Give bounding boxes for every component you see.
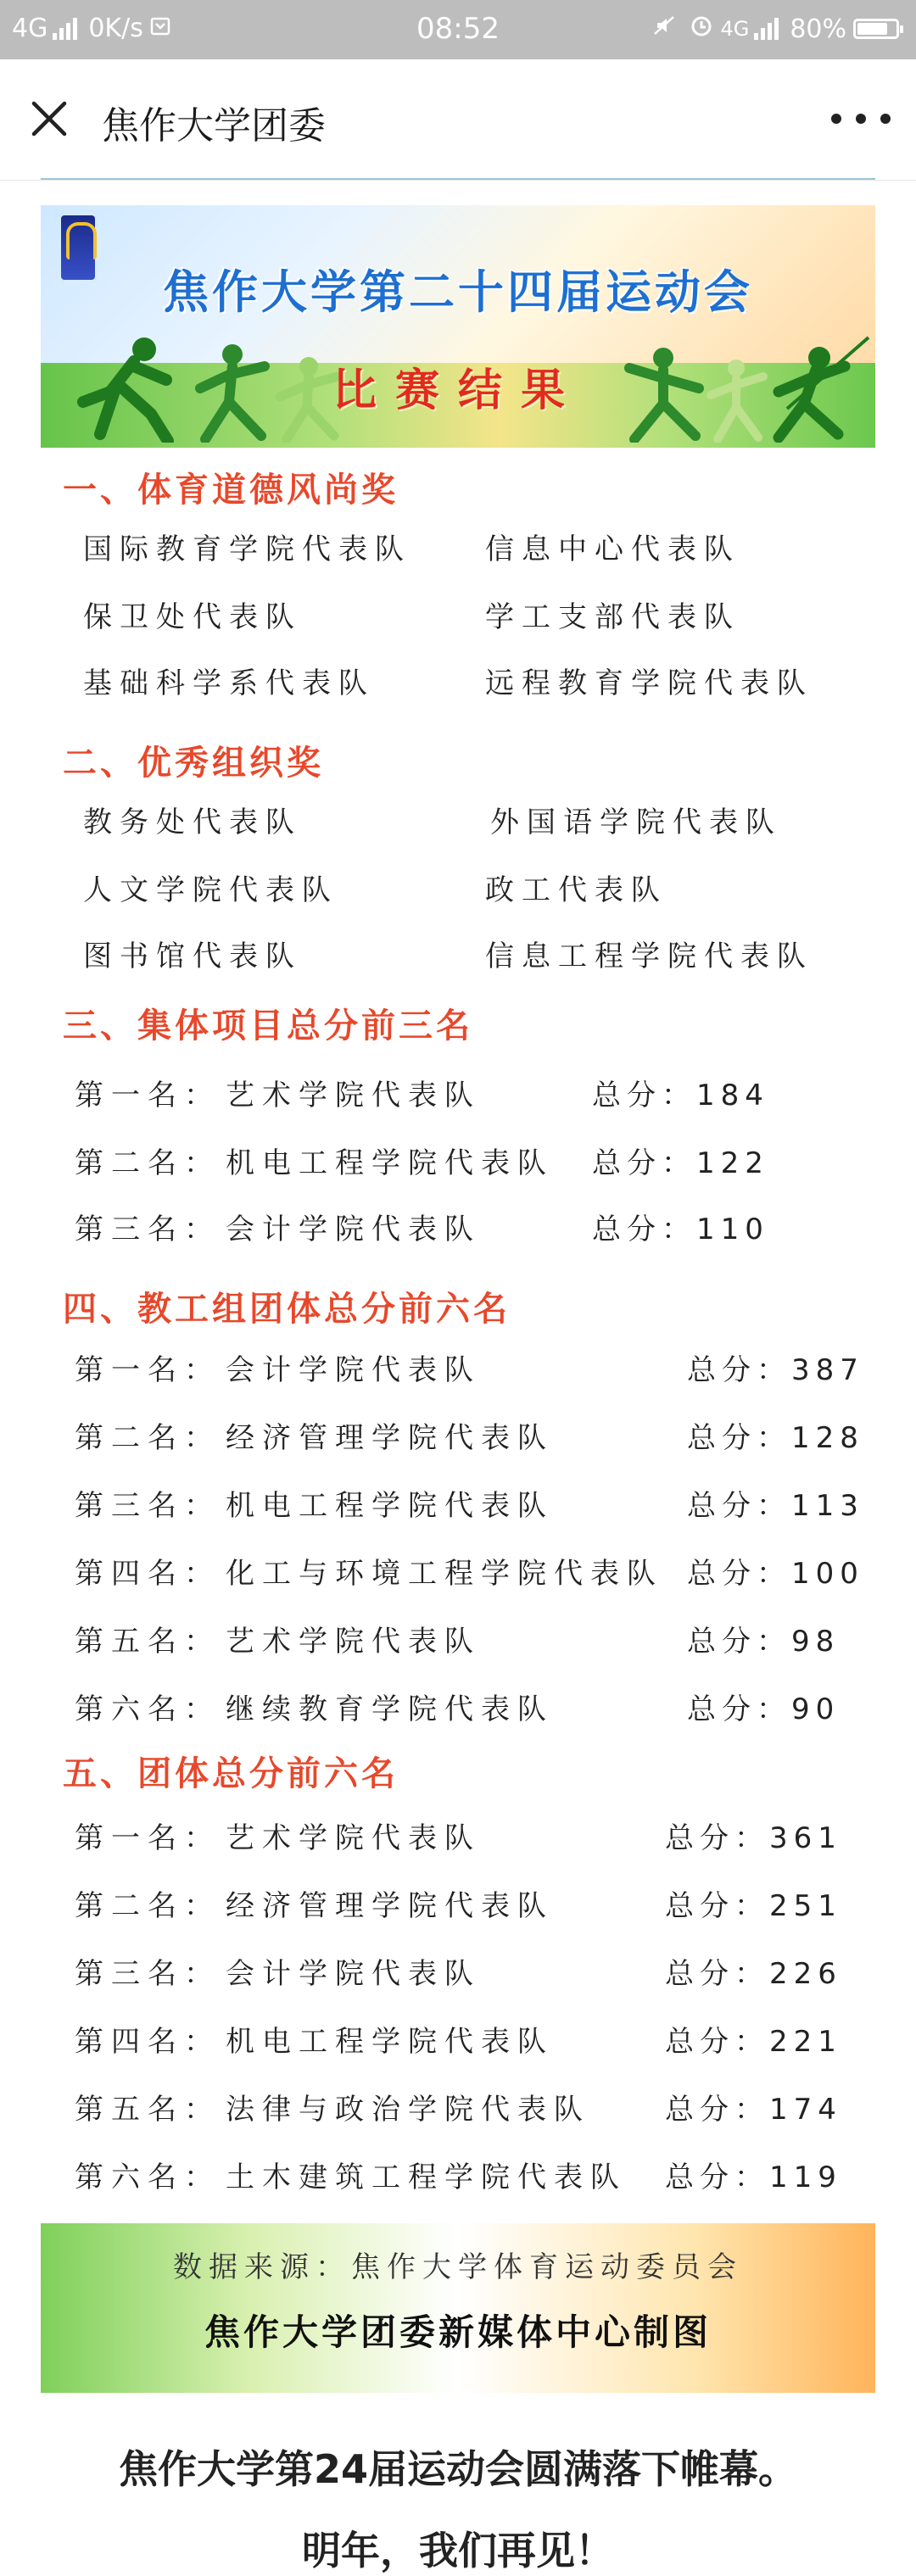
status-bar — [0, 0, 916, 59]
network-type-right: 4G — [720, 17, 750, 41]
award-team: 保卫处代表队 — [83, 600, 302, 634]
rank-label: 第六名： — [75, 2161, 221, 2194]
nav-bar — [0, 59, 916, 181]
award-team: 国际教育学院代表队 — [83, 532, 411, 566]
rank-score: 总分：387 — [687, 1353, 864, 1387]
rank-team: 经济管理学院代表队 — [226, 1421, 554, 1455]
section-heading: 二、优秀组织奖 — [63, 744, 324, 783]
rank-score: 总分：113 — [687, 1489, 864, 1523]
section-heading: 三、集体项目总分前三名 — [63, 1006, 473, 1045]
closing-line-1: 焦作大学第24届运动会圆满落下帷幕。 — [118, 2446, 797, 2492]
close-icon[interactable] — [25, 95, 73, 142]
rank-label: 第一名： — [75, 1079, 221, 1112]
network-speed: 0K/s — [88, 14, 143, 43]
rank-label: 第一名： — [75, 1821, 221, 1855]
rank-score: 总分：174 — [665, 2093, 842, 2127]
award-team: 政工代表队 — [485, 873, 667, 907]
award-team: 信息中心代表队 — [485, 532, 740, 566]
rank-team: 会计学院代表队 — [226, 1353, 481, 1387]
rank-team: 机电工程学院代表队 — [226, 1146, 554, 1180]
rank-team: 经济管理学院代表队 — [226, 1889, 554, 1923]
award-team: 教务处代表队 — [83, 806, 302, 839]
rank-team: 机电工程学院代表队 — [226, 1489, 554, 1523]
made-by: 焦作大学团委新媒体中心制图 — [204, 2311, 712, 2353]
rank-score: 总分：128 — [687, 1421, 864, 1455]
battery-icon — [853, 19, 899, 39]
section-heading: 四、教工组团体总分前六名 — [63, 1290, 511, 1329]
rank-score: 总分：221 — [665, 2025, 842, 2059]
rank-team: 机电工程学院代表队 — [226, 2025, 554, 2059]
banner-subtitle: 比赛结果 — [332, 365, 584, 416]
rank-label: 第二名： — [75, 1146, 221, 1180]
rank-team: 会计学院代表队 — [226, 1957, 481, 1991]
award-team: 人文学院代表队 — [83, 873, 338, 907]
rank-score: 总分：100 — [687, 1557, 864, 1591]
section-heading: 五、团体总分前六名 — [63, 1754, 399, 1793]
divider — [41, 178, 875, 180]
rank-score: 总分：119 — [665, 2161, 842, 2194]
banner-title: 焦作大学第二十四届运动会 — [163, 265, 753, 319]
award-team: 图书馆代表队 — [83, 940, 302, 973]
rank-team: 化工与环境工程学院代表队 — [226, 1557, 663, 1591]
rank-score: 总分：184 — [592, 1079, 769, 1112]
rank-score: 总分：122 — [592, 1146, 769, 1180]
alarm-icon — [690, 14, 713, 44]
rank-team: 艺术学院代表队 — [226, 1625, 481, 1659]
award-team: 基础科学系代表队 — [83, 666, 375, 700]
rank-team: 继续教育学院代表队 — [226, 1692, 554, 1726]
rank-label: 第六名： — [75, 1692, 221, 1726]
rank-label: 第三名： — [75, 1213, 221, 1246]
rank-score: 总分：98 — [687, 1625, 841, 1659]
signal-icon-2 — [754, 18, 781, 40]
network-type-left: 4G — [12, 14, 48, 43]
rank-score: 总分：90 — [687, 1692, 841, 1726]
closing-line-2: 明年，我们再见！ — [302, 2528, 614, 2573]
award-team: 信息工程学院代表队 — [485, 940, 813, 973]
mute-icon — [652, 14, 676, 44]
rank-label: 第三名： — [75, 1957, 221, 1991]
rank-team: 土木建筑工程学院代表队 — [226, 2161, 627, 2194]
page-title: 焦作大学团委 — [102, 104, 326, 148]
rank-label: 第二名： — [75, 1421, 221, 1455]
poster-banner — [41, 205, 875, 448]
award-team: 学工支部代表队 — [485, 600, 740, 634]
rank-team: 艺术学院代表队 — [226, 1079, 481, 1112]
rank-score: 总分：226 — [665, 1957, 842, 1991]
rank-team: 法律与政治学院代表队 — [226, 2093, 590, 2127]
rank-score: 总分：251 — [665, 1889, 842, 1923]
rank-label: 第二名： — [75, 1889, 221, 1923]
status-time: 08:52 — [416, 12, 500, 46]
data-source: 数据来源：焦作大学体育运动委员会 — [173, 2250, 743, 2284]
credit-band — [41, 2223, 875, 2393]
rank-label: 第五名： — [75, 2093, 221, 2127]
rank-label: 第四名： — [75, 1557, 221, 1591]
rank-team: 艺术学院代表队 — [226, 1821, 481, 1855]
rank-label: 第五名： — [75, 1625, 221, 1659]
rank-score: 总分：361 — [665, 1821, 842, 1855]
rank-label: 第三名： — [75, 1489, 221, 1523]
section-heading: 一、体育道德风尚奖 — [63, 471, 399, 510]
rank-team: 会计学院代表队 — [226, 1213, 481, 1246]
award-team: 远程教育学院代表队 — [485, 666, 813, 700]
rank-label: 第一名： — [75, 1353, 221, 1387]
more-options-icon[interactable] — [831, 95, 891, 142]
rank-label: 第四名： — [75, 2025, 221, 2059]
rank-score: 总分：110 — [592, 1213, 769, 1246]
battery-percent: 80% — [790, 14, 846, 44]
award-team: 外国语学院代表队 — [490, 806, 782, 839]
results-poster — [41, 205, 875, 1547]
